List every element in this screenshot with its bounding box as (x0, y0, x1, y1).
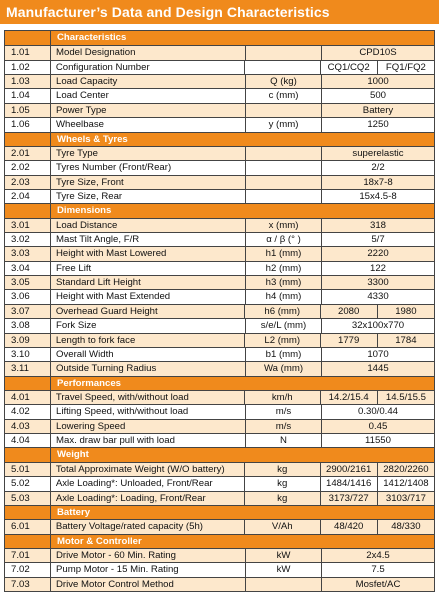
spec-row (5, 45, 434, 59)
item-number: 2.03 (11, 176, 30, 188)
item-value: 1000 (321, 75, 434, 88)
section-title: Motor & Controller (50, 535, 434, 548)
item-unit (244, 61, 320, 74)
item-unit: h6 (mm) (244, 305, 320, 318)
item-number: 5.02 (11, 478, 30, 490)
item-value: 0.45 (321, 420, 434, 433)
item-value: 2900/2161 (320, 463, 377, 476)
item-description: Standard Lift Height (50, 276, 245, 289)
section-title: Characteristics (50, 31, 434, 45)
item-unit: c (mm) (245, 89, 321, 102)
item-number: 1.02 (11, 61, 30, 73)
item-description: Load Distance (50, 219, 245, 232)
item-description: Mast Tilt Angle, F/R (50, 233, 245, 246)
item-number: 3.06 (11, 291, 30, 303)
item-unit (245, 46, 321, 59)
item-value: 0.30/0.44 (321, 405, 434, 418)
item-number: 3.07 (11, 305, 30, 317)
section-header (5, 132, 434, 146)
item-value: 14.2/15.4 (320, 391, 377, 404)
item-unit: kg (244, 477, 320, 490)
item-unit (245, 578, 321, 591)
item-description: Height with Mast Lowered (50, 247, 245, 260)
spec-row (5, 218, 434, 232)
item-unit: kW (245, 549, 321, 562)
item-number: 3.05 (11, 277, 30, 289)
item-description: Axle Loading*: Unloaded, Front/Rear (50, 477, 244, 490)
spec-row (5, 289, 434, 303)
spec-row (5, 189, 434, 203)
item-value: 1250 (321, 118, 434, 131)
item-number: 7.02 (11, 564, 30, 576)
item-value: 18x7-8 (321, 176, 434, 189)
item-unit: h3 (mm) (245, 276, 321, 289)
item-description: Tyre Size, Rear (50, 190, 245, 203)
section-number (5, 448, 50, 461)
item-value: 1484/1416 (320, 477, 377, 490)
spec-row (5, 419, 434, 433)
section-header (5, 203, 434, 217)
item-number: 3.11 (11, 363, 29, 375)
spec-row (5, 519, 434, 533)
item-value: 2x4.5 (321, 549, 434, 562)
item-value: 1779 (320, 334, 377, 347)
spec-row (5, 548, 434, 562)
section-number (5, 377, 50, 390)
item-description: Tyre Size, Front (50, 176, 245, 189)
item-unit: kg (244, 492, 320, 505)
item-number: 6.01 (11, 521, 30, 533)
spec-row (5, 88, 434, 102)
section-number (5, 31, 50, 45)
section-number (5, 204, 50, 217)
item-description: Outside Turning Radius (50, 362, 245, 375)
section-header (5, 447, 434, 461)
section-header (5, 505, 434, 519)
item-value: CQ1/CQ2 (320, 61, 377, 74)
item-number: 7.03 (11, 578, 30, 590)
spec-row (5, 103, 434, 117)
item-number: 2.01 (11, 147, 30, 159)
item-number: 4.01 (11, 391, 30, 403)
item-unit: α / β (° ) (245, 233, 321, 246)
section-header (5, 376, 434, 390)
item-unit: h2 (mm) (245, 262, 321, 275)
item-value-alt: 14.5/15.5 (377, 391, 434, 404)
section-header (5, 31, 434, 45)
spec-row (5, 390, 434, 404)
item-number: 3.03 (11, 248, 30, 260)
spec-row (5, 318, 434, 332)
item-unit: kg (244, 463, 320, 476)
item-unit: L2 (mm) (244, 334, 320, 347)
item-description: Configuration Number (50, 61, 244, 74)
spec-row (5, 117, 434, 131)
item-value: 5/7 (321, 233, 434, 246)
item-value: 3173/727 (320, 492, 377, 505)
item-description: Drive Motor Control Method (50, 578, 245, 591)
item-value: 2080 (320, 305, 377, 318)
section-number (5, 506, 50, 519)
item-value-alt: 2820/2260 (377, 463, 434, 476)
spec-row (5, 577, 434, 591)
item-number: 3.01 (11, 219, 30, 231)
item-description: Load Capacity (50, 75, 245, 88)
section-number (5, 133, 50, 146)
item-number: 7.01 (11, 549, 30, 561)
section-title: Weight (50, 448, 434, 461)
spec-row (5, 275, 434, 289)
item-description: Overall Width (50, 348, 245, 361)
item-value-alt: 1784 (377, 334, 434, 347)
page-title: Manufacturer’s Data and Design Characteristics (0, 0, 439, 24)
item-unit: y (mm) (245, 118, 321, 131)
item-description: Lifting Speed, with/without load (50, 405, 245, 418)
item-value: CPD10S (321, 46, 434, 59)
item-number: 4.04 (11, 435, 30, 447)
spec-row (5, 347, 434, 361)
section-title: Battery (50, 506, 434, 519)
item-number: 3.10 (11, 348, 30, 360)
item-number: 4.03 (11, 420, 30, 432)
section-title: Wheels & Tyres (50, 133, 434, 146)
item-description: Fork Size (50, 319, 245, 332)
spec-row (5, 232, 434, 246)
item-unit: b1 (mm) (245, 348, 321, 361)
item-unit: m/s (245, 405, 321, 418)
item-description: Height with Mast Extended (50, 290, 245, 303)
item-value: 3300 (321, 276, 434, 289)
item-unit: x (mm) (245, 219, 321, 232)
item-description: Tyre Type (50, 147, 245, 160)
item-unit (245, 190, 321, 203)
item-number: 2.04 (11, 190, 30, 202)
item-value: 122 (321, 262, 434, 275)
item-value-alt: 3103/717 (377, 492, 434, 505)
spec-row (5, 462, 434, 476)
spec-row (5, 404, 434, 418)
item-description: Overhead Guard Height (50, 305, 244, 318)
item-value: 15x4.5-8 (321, 190, 434, 203)
item-unit: s/e/L (mm) (245, 319, 321, 332)
item-description: Model Designation (50, 46, 245, 59)
item-description: Length to fork face (50, 334, 244, 347)
item-number: 1.04 (11, 90, 30, 102)
item-description: Travel Speed, with/without load (50, 391, 244, 404)
item-number: 3.02 (11, 234, 30, 246)
item-number: 1.05 (11, 104, 30, 116)
spec-row (5, 491, 434, 505)
item-value: 318 (321, 219, 434, 232)
item-unit: km/h (244, 391, 320, 404)
item-description: Axle Loading*: Loading, Front/Rear (50, 492, 244, 505)
item-value: 48/420 (320, 520, 377, 533)
item-unit: V/Ah (244, 520, 320, 533)
item-value: superelastic (321, 147, 434, 160)
item-value: 4330 (321, 290, 434, 303)
item-value: 11550 (321, 434, 434, 447)
item-value: 2220 (321, 247, 434, 260)
spec-table (4, 30, 435, 592)
item-unit: Wa (mm) (245, 362, 321, 375)
item-value: 32x100x770 (321, 319, 434, 332)
item-number: 1.03 (11, 76, 30, 88)
section-number (5, 535, 50, 548)
spec-row (5, 333, 434, 347)
spec-row (5, 146, 434, 160)
spec-row (5, 175, 434, 189)
item-description: Total Approximate Weight (W/O battery) (50, 463, 244, 476)
spec-row (5, 476, 434, 490)
spec-row (5, 433, 434, 447)
item-number: 1.01 (11, 47, 30, 59)
item-description: Power Type (50, 104, 245, 117)
item-number: 2.02 (11, 162, 30, 174)
item-unit (245, 147, 321, 160)
item-value: 7.5 (321, 563, 434, 576)
item-number: 3.08 (11, 320, 30, 332)
item-number: 4.02 (11, 406, 30, 418)
section-title: Dimensions (50, 204, 434, 217)
item-value-alt: 1980 (377, 305, 434, 318)
spec-row (5, 246, 434, 260)
spec-row (5, 304, 434, 318)
item-number: 3.04 (11, 262, 30, 274)
item-unit: Q (kg) (245, 75, 321, 88)
spec-row (5, 74, 434, 88)
item-description: Pump Motor - 15 Min. Rating (50, 563, 245, 576)
item-unit (245, 176, 321, 189)
spec-row (5, 60, 434, 74)
item-unit: h1 (mm) (245, 247, 321, 260)
item-value: Battery (321, 104, 434, 117)
item-unit (245, 104, 321, 117)
item-unit: m/s (245, 420, 321, 433)
item-value: 1445 (321, 362, 434, 375)
item-unit: N (245, 434, 321, 447)
item-description: Free Lift (50, 262, 245, 275)
item-value: 1070 (321, 348, 434, 361)
item-unit: kW (245, 563, 321, 576)
item-value: 2/2 (321, 161, 434, 174)
spec-row (5, 562, 434, 576)
item-description: Tyres Number (Front/Rear) (50, 161, 245, 174)
item-value-alt: 1412/1408 (377, 477, 434, 490)
item-number: 3.09 (11, 334, 30, 346)
item-number: 5.03 (11, 492, 30, 504)
spec-row (5, 361, 434, 375)
item-description: Load Center (50, 89, 245, 102)
item-value: Mosfet/AC (321, 578, 434, 591)
item-number: 1.06 (11, 119, 30, 131)
item-description: Wheelbase (50, 118, 245, 131)
item-description: Max. draw bar pull with load (50, 434, 245, 447)
item-value: 500 (321, 89, 434, 102)
item-description: Drive Motor - 60 Min. Rating (50, 549, 245, 562)
item-unit: h4 (mm) (245, 290, 321, 303)
spec-row (5, 160, 434, 174)
item-description: Lowering Speed (50, 420, 245, 433)
item-value-alt: 48/330 (377, 520, 434, 533)
section-title: Performances (50, 377, 434, 390)
section-header (5, 534, 434, 548)
item-number: 5.01 (11, 463, 30, 475)
item-unit (245, 161, 321, 174)
item-description: Battery Voltage/rated capacity (5h) (50, 520, 244, 533)
item-value-alt: FQ1/FQ2 (377, 61, 434, 74)
spec-row (5, 261, 434, 275)
